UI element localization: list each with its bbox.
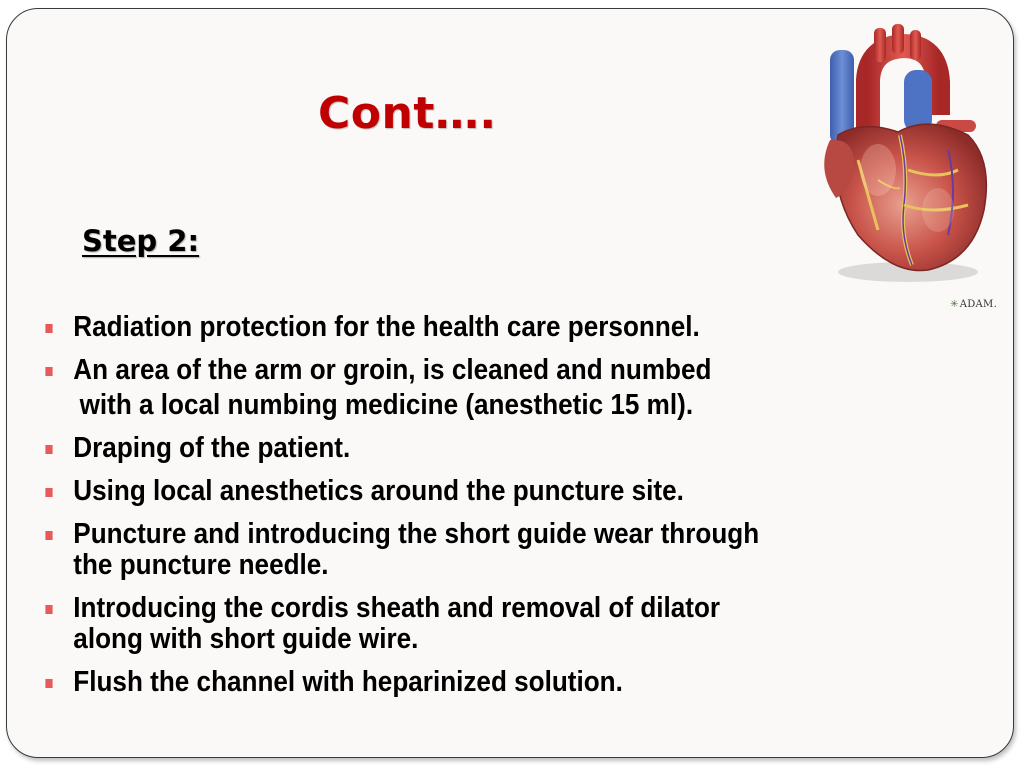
list-item-text: Puncture and introducing the short guide wear through the puncture needle.	[73, 518, 760, 581]
heart-anatomy-illustration-icon	[808, 20, 994, 290]
image-credit	[950, 299, 997, 310]
bullet-square-icon	[45, 531, 52, 540]
list-item	[40, 433, 778, 464]
list-item	[40, 593, 778, 655]
bullet-square-icon	[45, 488, 52, 497]
adam-logo-icon: ✳	[950, 299, 959, 310]
bullet-square-icon	[45, 367, 52, 376]
list-item-text: with a local numbing medicine (anesthetic 15 ml).	[79, 389, 694, 421]
list-item	[40, 476, 778, 507]
list-item-text: Using local anesthetics around the puncture site.	[73, 475, 684, 507]
list-item	[40, 355, 778, 386]
list-item	[40, 519, 778, 581]
list-item-continuation	[40, 390, 778, 421]
bullet-square-icon	[45, 605, 52, 614]
step-heading: Step 2:	[82, 224, 200, 258]
list-item	[40, 667, 778, 698]
list-item-text: Draping of the patient.	[73, 432, 351, 464]
list-item-text: Introducing the cordis sheath and removal of dilator along with short guide wire.	[73, 592, 721, 655]
list-item-text: Radiation protection for the health care personnel.	[73, 311, 700, 343]
image-credit-text: ADAM.	[959, 299, 998, 310]
list-item-text: Flush the channel with heparinized solution.	[73, 666, 623, 698]
bullet-square-icon	[45, 679, 52, 688]
list-item-text: An area of the arm or groin, is cleaned and numbed	[73, 354, 712, 386]
slide-title: Cont….	[318, 88, 497, 139]
list-item	[40, 312, 778, 343]
bullet-square-icon	[45, 324, 52, 333]
bullet-square-icon	[45, 445, 52, 454]
bullet-list	[40, 312, 778, 710]
